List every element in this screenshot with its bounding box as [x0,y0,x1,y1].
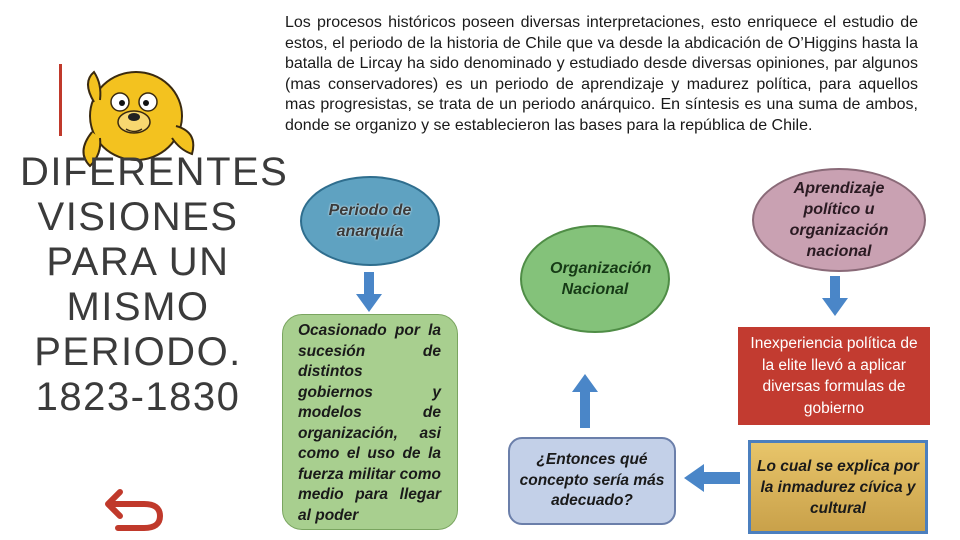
box-ocasionado [282,314,458,530]
intro-paragraph: Los procesos históricos poseen diversas interpretaciones, esto enriquece el estudio de estos, el periodo de la historia de Chile que va desde la abdicación de O’Higgins hasta la batalla de Lircay ha sido denominado y estudiado desde diversas opiniones, par algunos (mas conservadores) es un periodo de aprendizaje y madurez política, para aquellos mas progresistas, se trata de un periodo anárquico. En síntesis es una suma de ambos, donde se organizo y se establecieron las bases para la república de Chile. [285,14,918,134]
node-aprendizaje-politico-label: Aprendizaje político u organización nacional [789,180,889,260]
box-question-text: ¿Entonces qué concepto sería más adecuado? [519,451,665,510]
arrow-up-to-organizacion [572,374,598,428]
box-inmadurez-text: Lo cual se explica por la inmadurez cívica y cultural [757,457,919,517]
node-aprendizaje-politico [752,168,926,272]
node-periodo-anarquia-label: Periodo de anarquía [328,202,412,240]
slide-title: DIFERENTES VISIONES PARA UN MISMO PERIODO. 1823-1830 [20,150,289,419]
box-inexperiencia-text: Inexperiencia política de la elite llevó a aplicar diversas formulas de gobierno [750,335,918,417]
node-periodo-anarquia [300,176,440,266]
box-inmadurez [748,440,928,534]
box-question [508,437,676,525]
node-organizacion-nacional-label: Organización Nacional [550,260,652,298]
arrow-left-to-question [684,464,740,492]
box-ocasionado-text: Ocasionado por la sucesión de distintos gobiernos y modelos de organización, asi como el uso de la fuerza militar como medio para llegar al poder [298,322,441,524]
return-arrow-icon[interactable] [104,480,166,532]
accent-bar [59,64,62,136]
node-organizacion-nacional [520,225,670,333]
box-inexperiencia [738,327,930,425]
arrow-anarquia-down [356,272,382,312]
arrow-aprendizaje-down [822,276,848,316]
